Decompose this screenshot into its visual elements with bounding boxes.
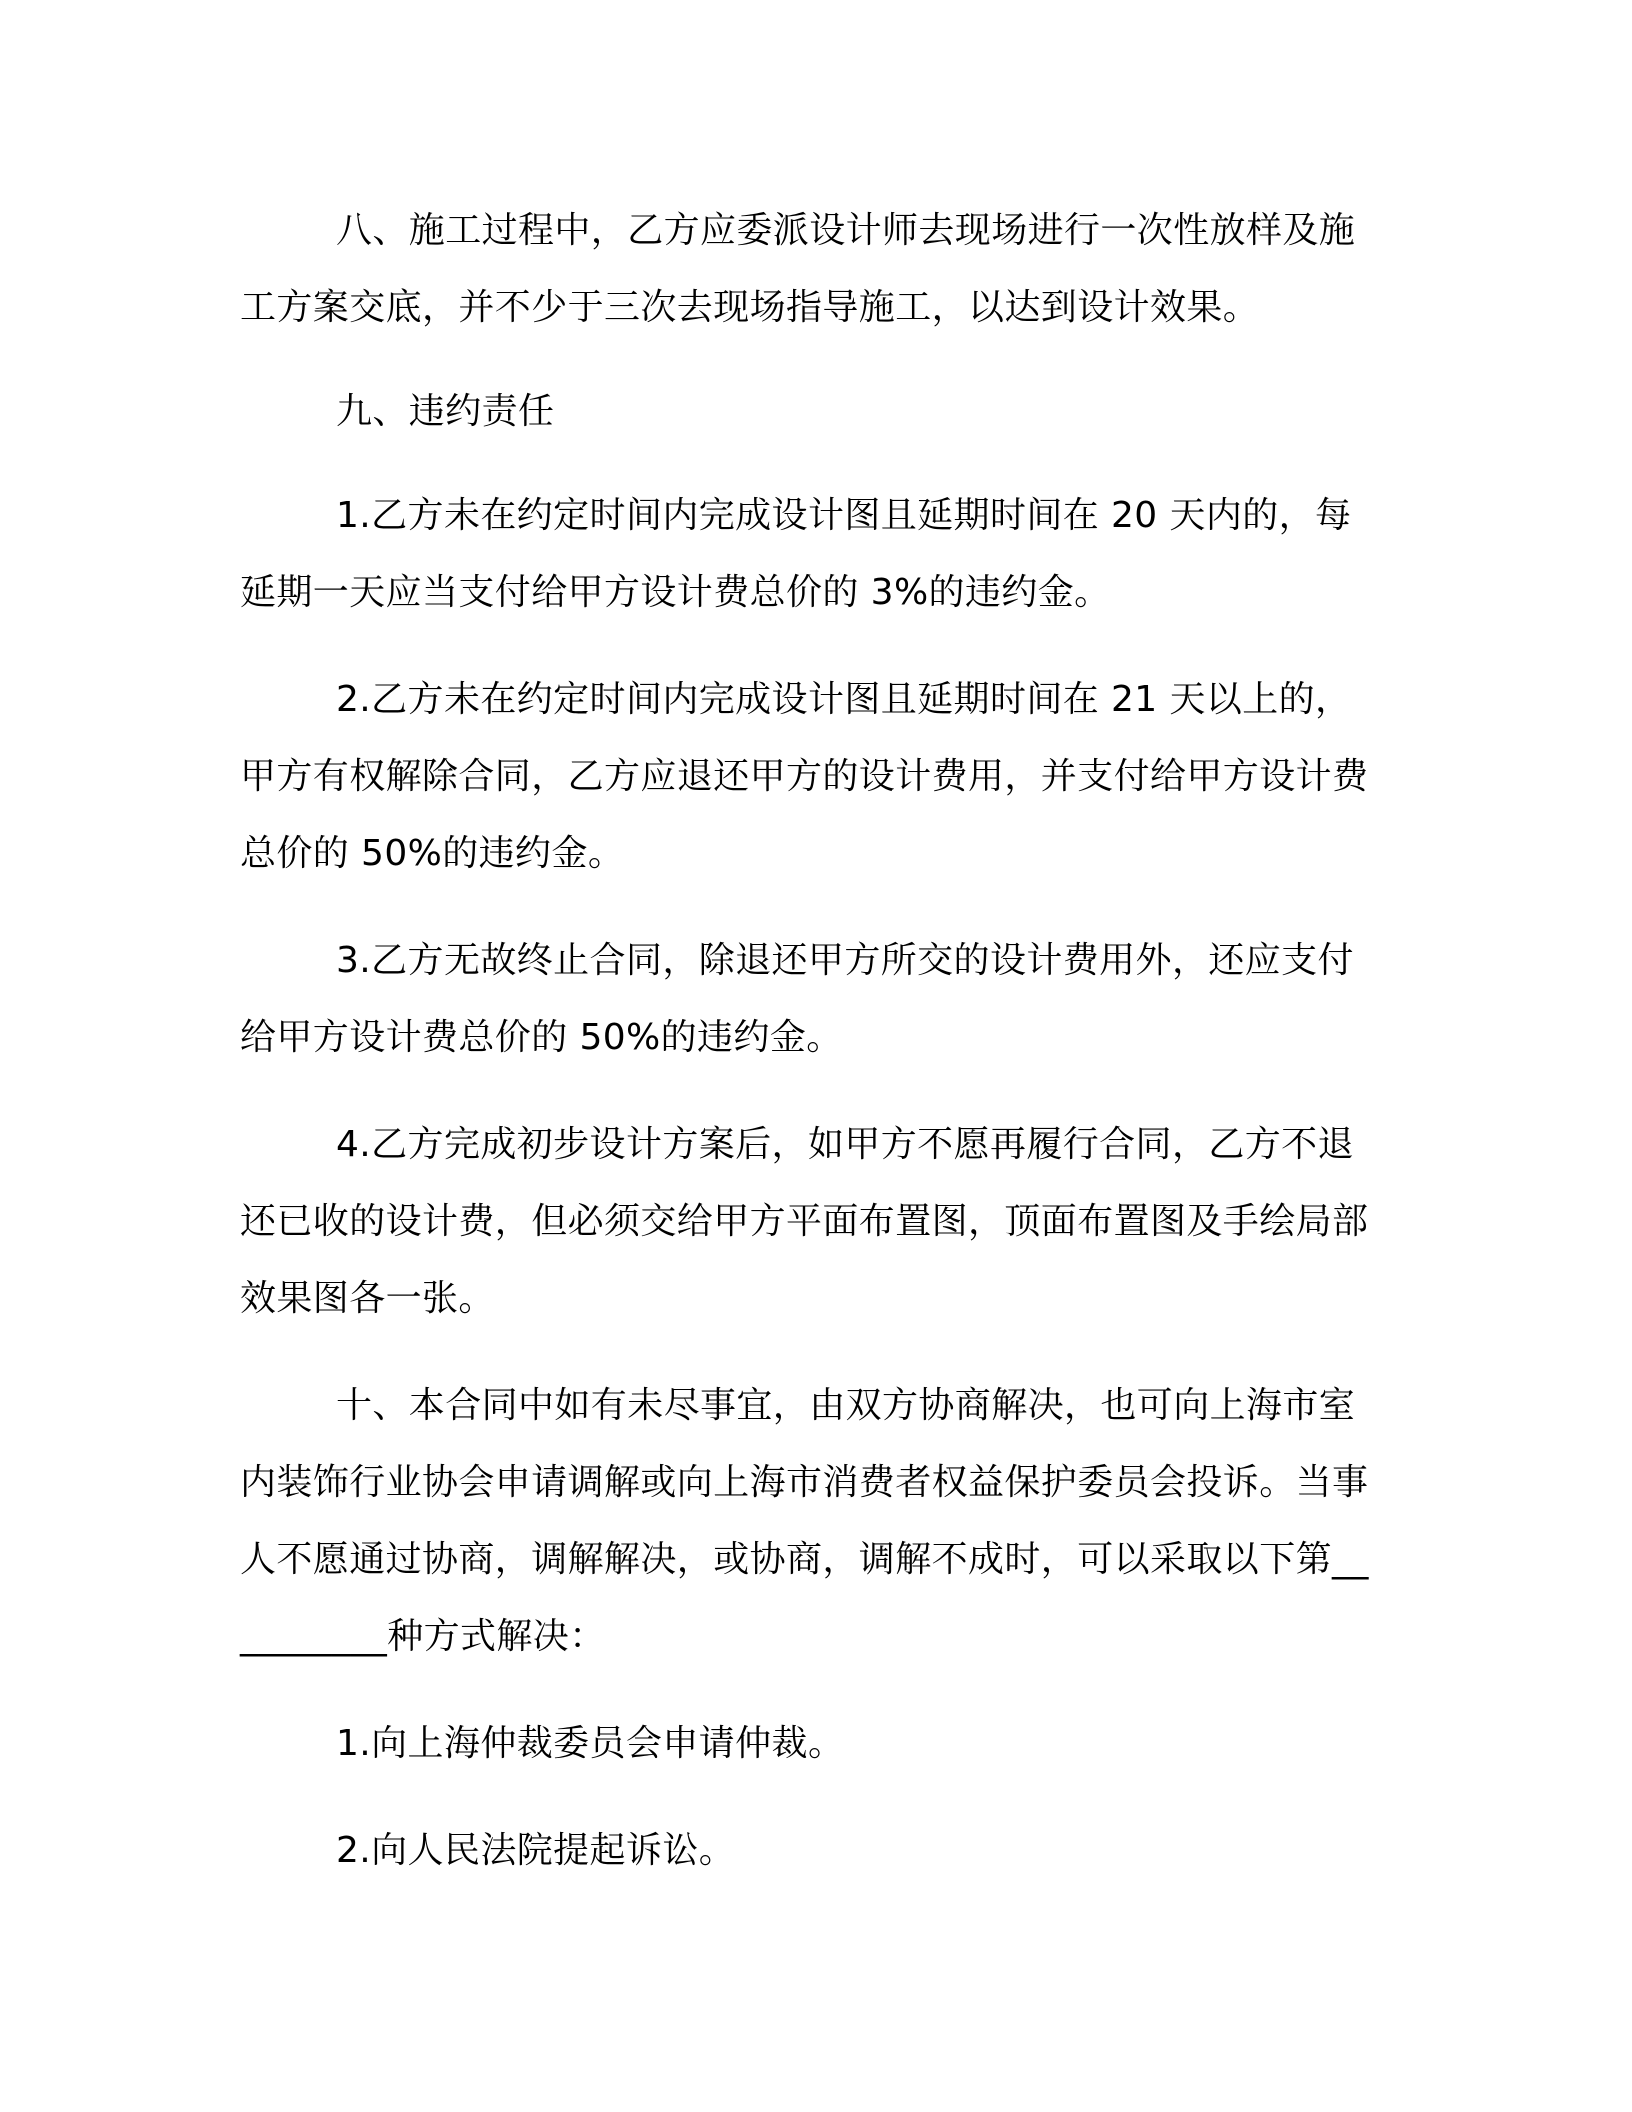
clause-10-paragraph: 十、本合同中如有未尽事宜，由双方协商解决，也可向上海市室内装饰行业协会申请调解或向上海市消费者权益保护委员会投诉。当事人不愿通过协商，调解解决，或协商，调解不成时，可以采取以下第__________种方式解决： <box>240 1385 1369 1657</box>
clause-9-item-4: 4.乙方完成初步设计方案后，如甲方不愿再履行合同，乙方不退还已收的设计费，但必须交给甲方平面布置图，顶面布置图及手绘局部效果图各一张。 <box>240 1124 1369 1319</box>
document-body <box>240 192 1376 1889</box>
resolution-option-1: 1.向上海仲裁委员会申请仲裁。 <box>336 1723 845 1764</box>
clause-9-item-1: 1.乙方未在约定时间内完成设计图且延期时间在 20 天内的，每延期一天应当支付给甲方设计费总价的 3%的违约金。 <box>240 495 1352 613</box>
clause-8-paragraph: 八、施工过程中，乙方应委派设计师去现场进行一次性放样及施工方案交底，并不少于三次去现场指导施工，以达到设计效果。 <box>240 210 1356 328</box>
clause-9-item-2: 2.乙方未在约定时间内完成设计图且延期时间在 21 天以上的，甲方有权解除合同，乙方应退还甲方的设计费用，并支付给甲方设计费总价的 50%的违约金。 <box>240 679 1369 874</box>
resolution-option-2: 2.向人民法院提起诉讼。 <box>336 1830 736 1871</box>
clause-9-heading: 九、违约责任 <box>336 391 555 432</box>
clause-9-item-3: 3.乙方无故终止合同，除退还甲方所交的设计费用外，还应支付给甲方设计费总价的 50%的违约金。 <box>240 940 1354 1058</box>
